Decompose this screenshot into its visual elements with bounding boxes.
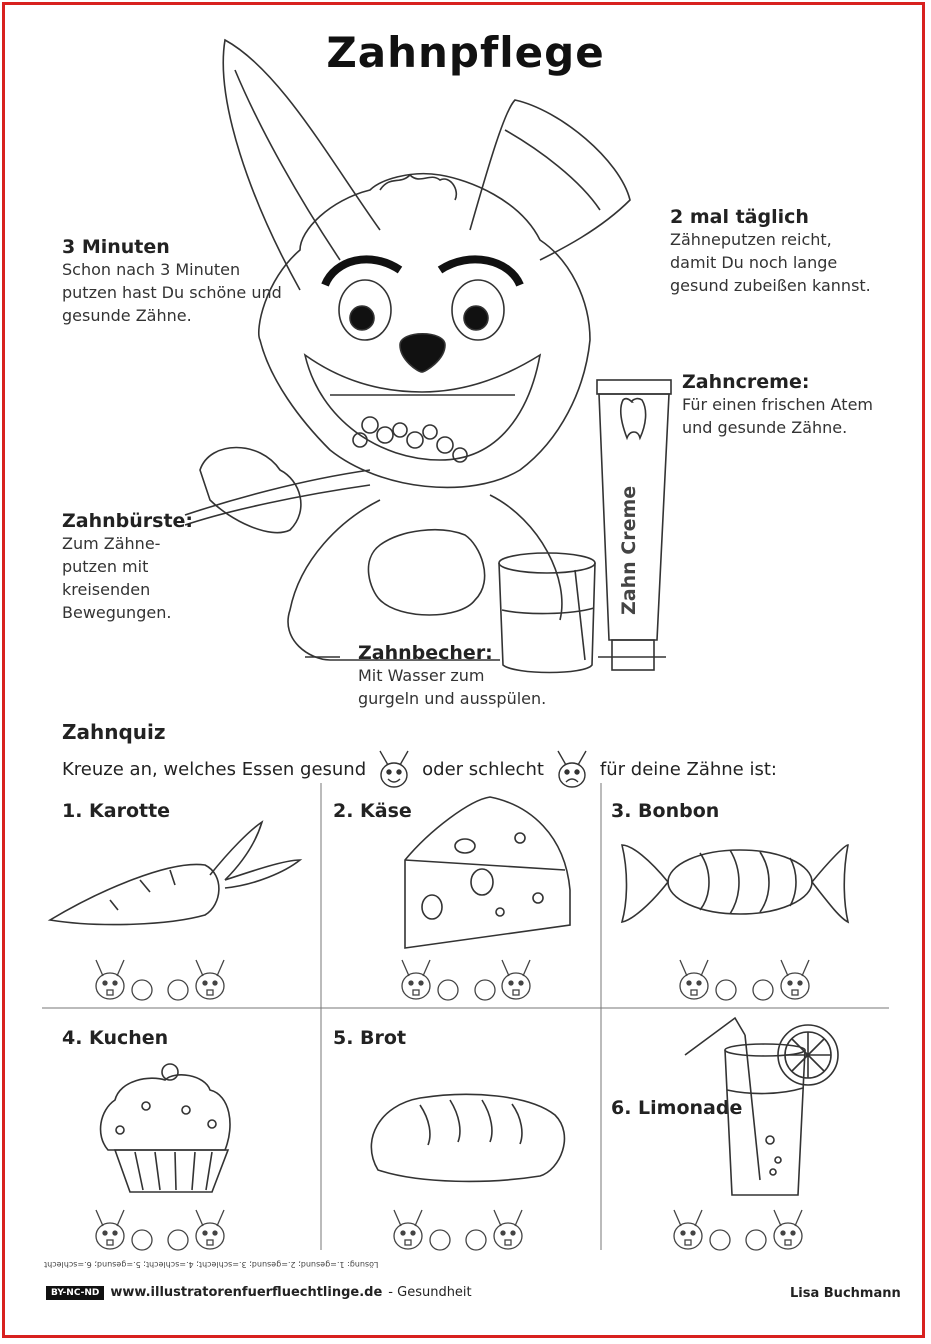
answer-row-muffin	[96, 1210, 224, 1250]
footer-left	[46, 1285, 472, 1300]
answer-circle-good	[132, 980, 152, 1000]
cc-license-badge: BY-NC-ND	[46, 1286, 104, 1300]
answer-circle-good	[716, 980, 736, 1000]
answer-circle-bad	[746, 1230, 766, 1250]
answer-circle-bad	[753, 980, 773, 1000]
info-cup-line: gurgeln und ausspülen.	[358, 689, 547, 708]
quiz-instruction-c: für deine Zähne ist:	[599, 758, 777, 780]
quiz-instruction-a: Kreuze an, welches Essen gesund	[62, 758, 367, 780]
info-twice-line: damit Du noch lange	[670, 253, 838, 272]
info-paste-heading: Zahncreme:	[682, 371, 810, 393]
info-paste-line: und gesunde Zähne.	[682, 418, 848, 437]
info-twice-heading: 2 mal täglich	[670, 206, 809, 228]
answer-circle-bad	[466, 1230, 486, 1250]
info-twice-line: gesund zubeißen kannst.	[670, 276, 871, 295]
answer-circle-good	[438, 980, 458, 1000]
info-brush-line: kreisenden	[62, 580, 151, 599]
info-twice-line: Zähneputzen reicht,	[670, 230, 832, 249]
answer-row-lemonade	[674, 1210, 802, 1250]
footer-author: Lisa Buchmann	[790, 1286, 901, 1301]
solution-text: Lösung: 1.=gesund; 2.=gesund; 3.=schlecht; 4.=schlecht; 5.=gesund; 6.=schlecht	[44, 1260, 379, 1269]
quiz-item-label: 2. Käse	[333, 800, 412, 822]
footer-url[interactable]: www.illustratorenfuerfluechtlinge.de	[110, 1285, 383, 1300]
quiz-title: Zahnquiz	[62, 720, 166, 744]
info-minutes-line: Schon nach 3 Minuten	[62, 260, 241, 279]
answer-row-candy	[680, 960, 809, 1000]
info-brush-line: Bewegungen.	[62, 603, 172, 622]
answer-circle-good	[710, 1230, 730, 1250]
answer-row-carrot	[96, 960, 224, 1000]
answer-circle-bad	[168, 1230, 188, 1250]
info-brush-line: Zum Zähne-	[62, 534, 161, 553]
answer-circle-bad	[168, 980, 188, 1000]
info-cup-line: Mit Wasser zum	[358, 666, 485, 685]
answer-circle-good	[430, 1230, 450, 1250]
page-title: Zahnpflege	[326, 28, 605, 77]
info-minutes-line: putzen hast Du schöne und	[62, 283, 282, 302]
answer-row-bread	[394, 1210, 522, 1250]
info-brush-line: putzen mit	[62, 557, 149, 576]
info-minutes-heading: 3 Minuten	[62, 236, 170, 258]
quiz-item-label: 4. Kuchen	[62, 1027, 169, 1049]
quiz-item-label: 5. Brot	[333, 1027, 407, 1049]
quiz-item-label: 1. Karotte	[62, 800, 171, 822]
quiz-item-label: 3. Bonbon	[611, 800, 720, 822]
info-brush-heading: Zahnbürste:	[62, 510, 194, 532]
quiz-instruction-b: oder schlecht	[422, 758, 544, 780]
answer-circle-bad	[475, 980, 495, 1000]
tube-label: Zahn Creme	[618, 485, 640, 615]
answer-row-cheese	[402, 960, 530, 1000]
quiz-item-label: 6. Limonade	[611, 1097, 743, 1119]
answer-circle-good	[132, 1230, 152, 1250]
info-minutes-line: gesunde Zähne.	[62, 306, 192, 325]
info-paste-line: Für einen frischen Atem	[682, 395, 873, 414]
info-cup-heading: Zahnbecher:	[358, 642, 493, 664]
footer-category: - Gesundheit	[388, 1285, 472, 1300]
